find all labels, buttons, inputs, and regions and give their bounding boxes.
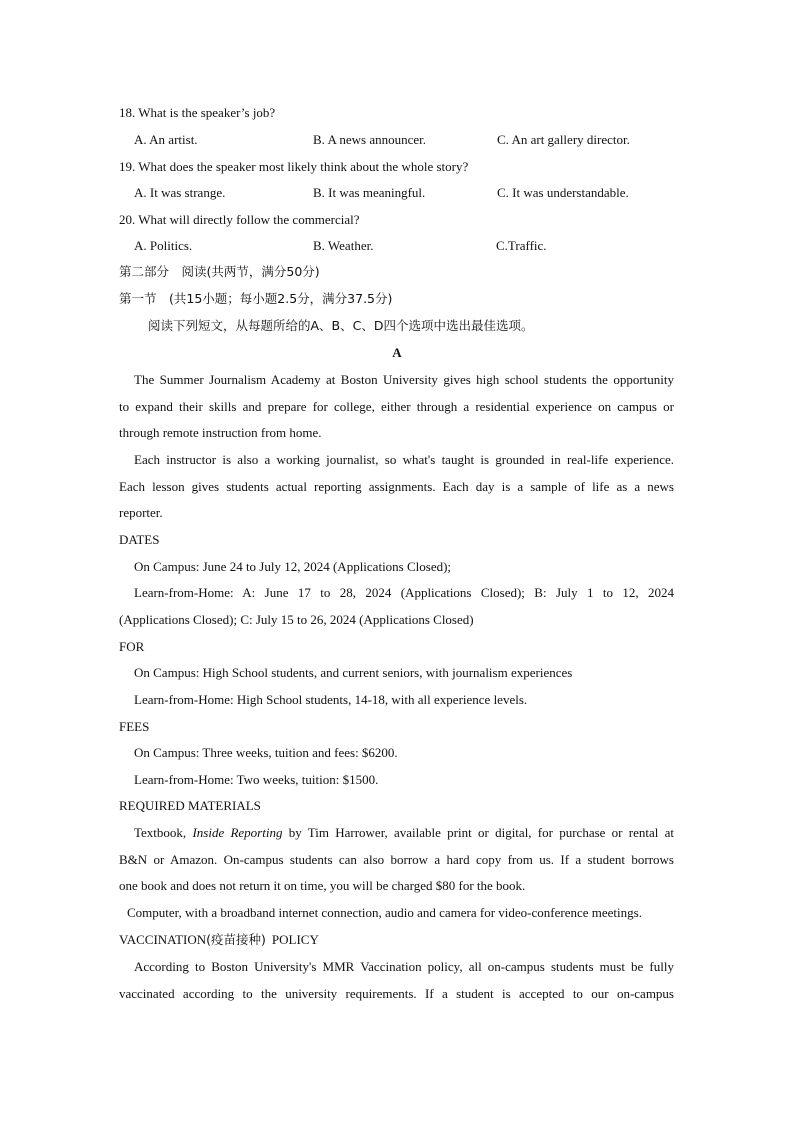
- dates-learn-from-home-1: Learn-from-Home: A: June 17 to 28, 2024 (Applications Closed); B: July 1 to 12, 2024: [134, 585, 674, 600]
- materials-text-suffix: by Tim Harrower, available print or digital, for purchase or rental at: [282, 825, 675, 840]
- intro-line-3: through remote instruction from home.: [119, 425, 322, 440]
- passage-letter: A: [392, 345, 402, 360]
- instructor-line-3: reporter.: [119, 505, 163, 520]
- materials-heading: REQUIRED MATERIALS: [119, 798, 261, 813]
- for-heading: FOR: [119, 639, 145, 654]
- question-19-stem: 19. What does the speaker most likely think about the whole story?: [119, 159, 469, 174]
- for-on-campus: On Campus: High School students, and current seniors, with journalism experiences: [134, 665, 573, 680]
- materials-line-3: one book and does not return it on time, you will be charged $80 for the book.: [119, 878, 526, 893]
- question-18-stem: 18. What is the speaker’s job?: [119, 105, 276, 120]
- materials-text-prefix: Textbook,: [134, 825, 193, 840]
- question-19-option-a: A. It was strange.: [134, 185, 226, 200]
- question-20-stem: 20. What will directly follow the commercial?: [119, 212, 360, 227]
- vaccination-line-2: vaccinated according to the university requirements. If a student is accepted to our on-campus: [119, 986, 674, 1001]
- question-18-option-a: A. An artist.: [134, 132, 198, 147]
- section1-title: 第一节 (共15小题；每小题2.5分，满分37.5分): [119, 291, 393, 306]
- question-20-option-a: A. Politics.: [134, 238, 193, 253]
- vaccination-line-1: According to Boston University's MMR Vaccination policy, all on-campus students must be fully: [134, 959, 674, 974]
- instructor-line-2: Each lesson gives students actual reporting assignments. Each day is a sample of life as a news: [119, 479, 674, 494]
- vaccination-heading-cn: (疫苗接种): [206, 932, 266, 947]
- dates-learn-from-home-2: (Applications Closed); C: July 15 to 26, 2024 (Applications Closed): [119, 612, 474, 627]
- vaccination-heading-a: VACCINATION: [119, 932, 207, 947]
- instructor-line-1: Each instructor is also a working journalist, so what's taught is grounded in real-life experience.: [134, 452, 674, 467]
- question-19-option-b: B. It was meaningful.: [313, 185, 426, 200]
- dates-heading: DATES: [119, 532, 160, 547]
- question-18-option-c: C. An art gallery director.: [497, 132, 630, 147]
- fees-learn-from-home: Learn-from-Home: Two weeks, tuition: $1500.: [134, 772, 379, 787]
- for-learn-from-home: Learn-from-Home: High School students, 14-18, with all experience levels.: [134, 692, 528, 707]
- vaccination-heading: [119, 932, 674, 948]
- reading-instruction: 阅读下列短文，从每题所给的A、B、C、D四个选项中选出最佳选项。: [148, 318, 534, 333]
- question-18-option-b: B. A news announcer.: [313, 132, 427, 147]
- materials-computer: Computer, with a broadband internet connection, audio and camera for video-conference meetings.: [127, 905, 642, 920]
- intro-line-1: The Summer Journalism Academy at Boston University gives high school students the opportunity: [134, 372, 674, 387]
- materials-line-2: B&N or Amazon. On-campus students can also borrow a hard copy from us. If a student borrows: [119, 852, 674, 867]
- fees-heading: FEES: [119, 719, 150, 734]
- question-19-option-c: C. It was understandable.: [497, 185, 629, 200]
- dates-on-campus: On Campus: June 24 to July 12, 2024 (Applications Closed);: [134, 559, 452, 574]
- vaccination-heading-b: POLICY: [271, 932, 319, 947]
- question-20-option-c: C.Traffic.: [496, 238, 547, 253]
- question-20-option-b: B. Weather.: [313, 238, 374, 253]
- intro-line-2: to expand their skills and prepare for college, either through a residential experience on campus or: [119, 399, 674, 414]
- fees-on-campus: On Campus: Three weeks, tuition and fees: $6200.: [134, 745, 398, 760]
- textbook-title: Inside Reporting: [192, 825, 283, 840]
- part2-title: 第二部分 阅读(共两节，满分50分): [119, 264, 320, 279]
- materials-line-1: [134, 825, 674, 841]
